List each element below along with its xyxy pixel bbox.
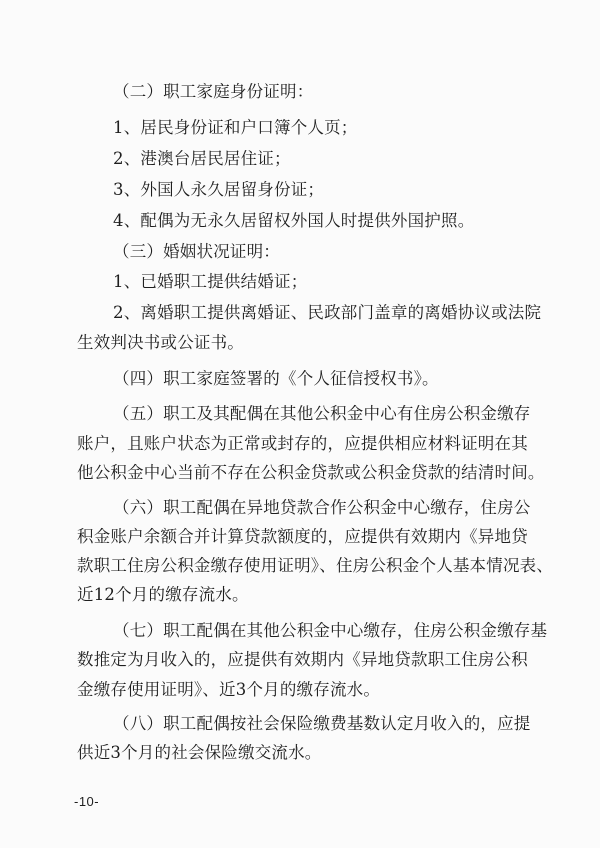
page-number: -10- [74,794,100,809]
section-five-line-2: 账户，且账户状态为正常或封存的，应提供相应材料证明在其 [77,434,528,453]
section-five-line-1: （五）职工及其配偶在其他公积金中心有住房公积金缴存 [113,404,531,423]
marital-item-2-line-1: 2、离婚职工提供离婚证、民政部门盖章的离婚协议或法院 [113,303,542,322]
section-seven-line-3: 金缴存使用证明》、近3个月的缴存流水。 [77,680,381,699]
marital-item-1: 1、已婚职工提供结婚证； [113,272,308,291]
section-two-heading: （二）职工家庭身份证明： [113,82,314,101]
section-six-line-2: 积金账户余额合并计算贷款额度的，应提供有效期内《异地贷 [77,527,528,546]
section-four-paragraph: （四）职工家庭签署的《个人征信授权书》。 [113,369,439,388]
identity-item-3: 3、外国人永久居留身份证； [113,180,325,199]
section-seven-line-1: （七）职工配偶在其他公积金中心缴存，住房公积金缴存基 [113,621,548,640]
section-six-line-1: （六）职工配偶在异地贷款合作公积金中心缴存，住房公 [113,498,531,517]
section-seven-line-2: 数推定为月收入的，应提供有效期内《异地贷款职工住房公积 [77,650,528,669]
section-eight-line-2: 供近3个月的社会保险缴交流水。 [77,743,322,762]
identity-item-2: 2、港澳台居民居住证； [113,149,291,168]
identity-item-4: 4、配偶为无永久居留权外国人时提供外国护照。 [113,211,475,230]
section-five-line-3: 他公积金中心当前不存在公积金贷款或公积金贷款的结清时间。 [77,463,545,482]
section-six-line-3: 款职工住房公积金缴存使用证明》、住房公积金个人基本情况表、 [77,556,554,575]
section-three-heading: （三）婚姻状况证明： [113,242,280,261]
marital-item-2-line-2: 生效判决书或公证书。 [77,333,244,352]
identity-item-1: 1、居民身份证和户口簿个人页； [113,118,358,137]
section-eight-line-1: （八）职工配偶按社会保险缴费基数认定月收入的，应提 [113,714,531,733]
section-six-line-4: 近12个月的缴存流水。 [77,585,249,604]
